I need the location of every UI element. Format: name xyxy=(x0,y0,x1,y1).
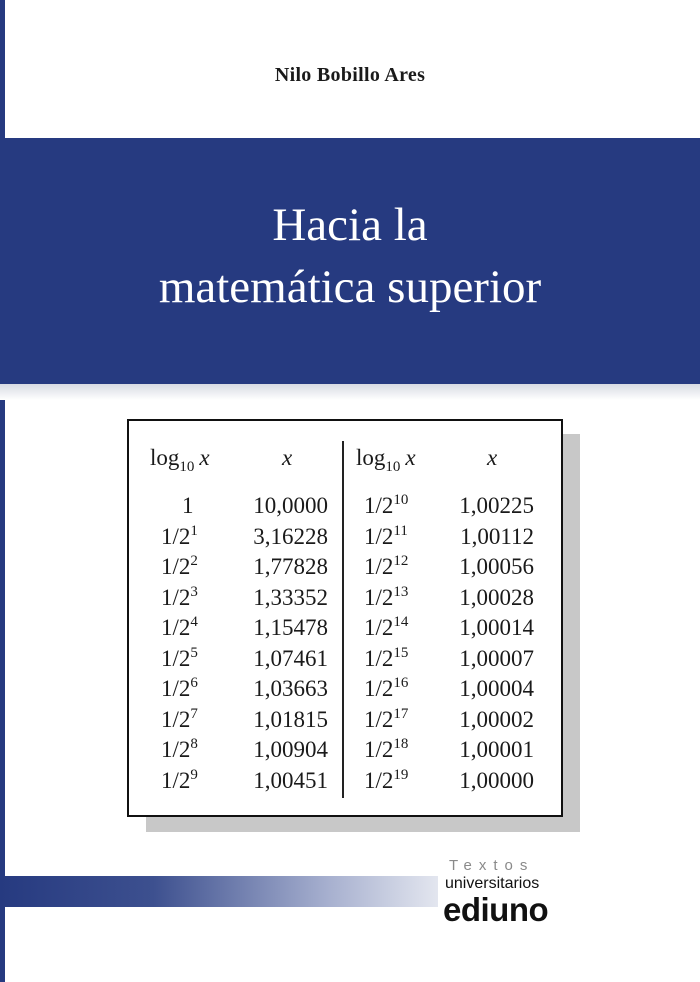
table-x-cell: 1,00904 xyxy=(253,737,328,762)
header-log-right: $\log_{10} x$ xyxy=(356,445,416,475)
table-log-cell: $1/2^{16}$ xyxy=(364,675,409,701)
table-x-cell: 1,00451 xyxy=(253,767,328,793)
table-log-cell: $1/2^8$ xyxy=(161,736,198,762)
publisher-logo: ediuno xyxy=(443,891,549,928)
table-x-cell: 1,00014 xyxy=(459,615,534,640)
book-title-line-2: matemática superior xyxy=(158,261,542,313)
table-log-cell: $1/2^5$ xyxy=(161,644,198,671)
table-log-cell: $1/2^{12}$ xyxy=(364,553,409,579)
table-log-cell: $1/2^3$ xyxy=(161,583,198,610)
table-log-cell: $1/2^2$ xyxy=(161,553,198,579)
table-x-cell: 1,00112 xyxy=(460,523,534,549)
bottom-stripe xyxy=(0,876,438,907)
table-log-cell: 1 xyxy=(182,493,194,518)
table-x-cell: 1,00001 xyxy=(459,737,534,762)
table-x-cell: 1,15478 xyxy=(253,615,328,640)
table-log-cell: $1/2^{15}$ xyxy=(364,644,409,671)
table-log-cell: $1/2^6$ xyxy=(161,675,198,701)
table-x-cell: 10,0000 xyxy=(253,493,328,518)
table-x-cell: 1,00028 xyxy=(459,584,534,610)
header-log-left: $\log_{10} x$ xyxy=(150,445,210,475)
table-log-cell: $1/2^4$ xyxy=(161,614,198,640)
table-x-cell: 1,01815 xyxy=(253,706,328,732)
table-log-cell: $1/2^{10}$ xyxy=(364,492,409,518)
table-divider xyxy=(342,441,344,798)
table-log-cell: $1/2^{17}$ xyxy=(364,705,409,732)
table-log-cell: $1/2^{13}$ xyxy=(364,583,409,610)
table-log-cell: $1/2^9$ xyxy=(161,766,198,793)
table-log-cell: $1/2^1$ xyxy=(161,522,198,549)
table-x-cell: 1,00007 xyxy=(459,645,534,671)
book-title-line-1: Hacia la xyxy=(272,199,428,251)
publisher-series: Textos xyxy=(449,857,535,874)
table-x-cell: 1,00004 xyxy=(459,676,534,701)
table-x-cell: 1,00056 xyxy=(459,554,534,579)
table-x-cell: 1,03663 xyxy=(253,676,328,701)
table-log-cell: $1/2^{18}$ xyxy=(364,736,409,762)
table-x-cell: 3,16228 xyxy=(253,523,328,549)
table-log-cell: $1/2^{14}$ xyxy=(364,614,409,640)
publisher-series-line2: universitarios xyxy=(445,875,540,892)
table-x-cell: 1,00000 xyxy=(459,767,534,793)
table-x-cell: 1,00002 xyxy=(459,706,534,732)
header-x-right: x xyxy=(487,445,498,470)
table-log-cell: $1/2^{19}$ xyxy=(364,766,409,793)
table-log-cell: $1/2^7$ xyxy=(161,705,198,732)
table-x-cell: 1,33352 xyxy=(253,584,328,610)
author-name: Nilo Bobillo Ares xyxy=(274,64,426,86)
title-band xyxy=(0,138,700,384)
table-x-cell: 1,00225 xyxy=(459,493,534,518)
table-x-cell: 1,77828 xyxy=(253,554,328,579)
table-x-cell: 1,07461 xyxy=(253,645,328,671)
table-log-cell: $1/2^{11}$ xyxy=(364,522,408,549)
band-shadow xyxy=(0,384,700,400)
header-x-left: x xyxy=(282,445,293,470)
